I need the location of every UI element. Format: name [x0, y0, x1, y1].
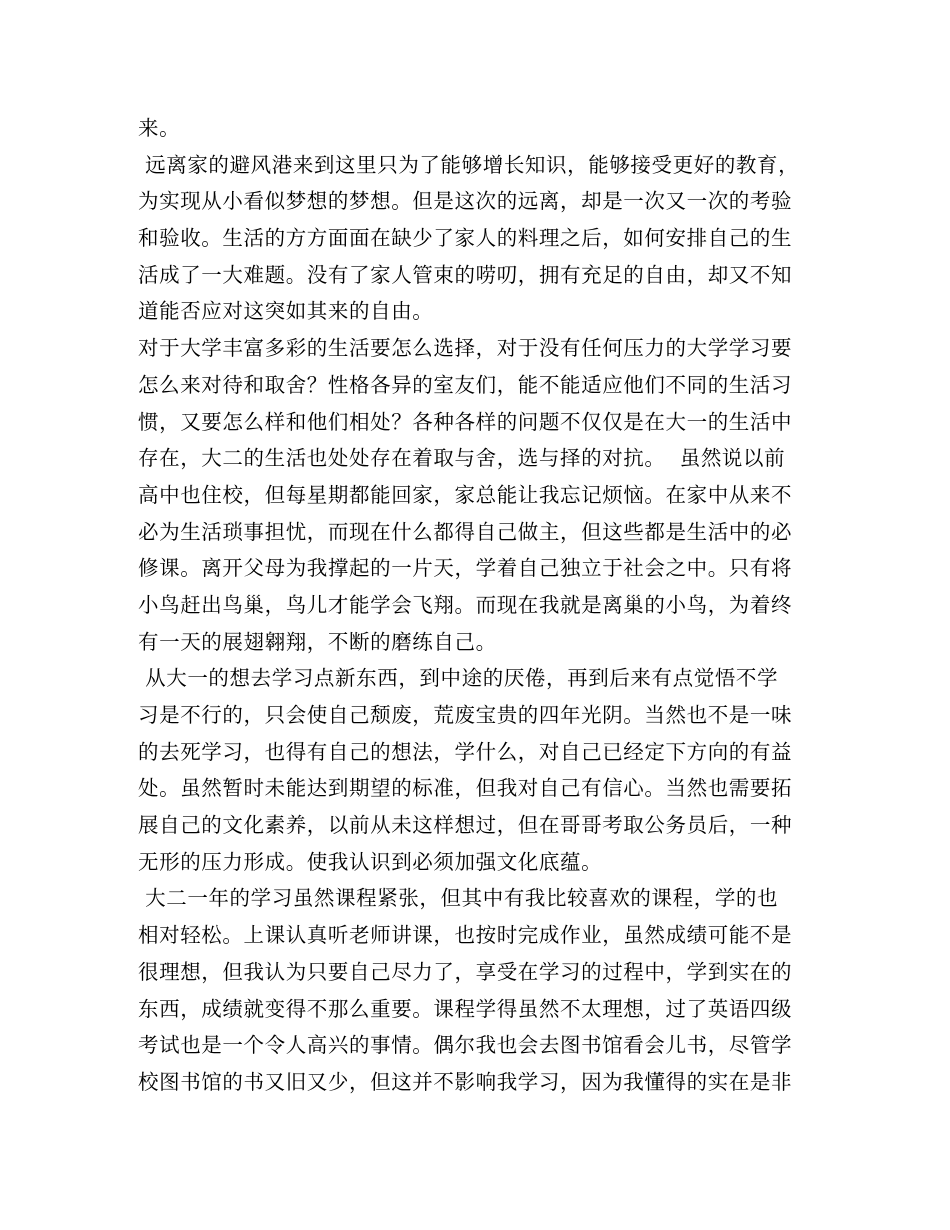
text-line: 东西，成绩就变得不那么重要。课程学得虽然不太理想，过了英语四级	[138, 996, 793, 1021]
text-line: 为实现从小看似梦想的梦想。但是这次的远离，却是一次又一次的考验	[138, 189, 793, 214]
text-line: 相对轻松。上课认真听老师讲课，也按时完成作业，虽然成绩可能不是	[138, 923, 793, 948]
text-line: 惯，又要怎么样和他们相处？各种各样的问题不仅仅是在大一的生活中	[138, 409, 793, 434]
text-line: 大二一年的学习虽然课程紧张，但其中有我比较喜欢的课程，学的也	[138, 886, 779, 911]
text-line: 考试也是一个令人高兴的事情。偶尔我也会去图书馆看会儿书，尽管学	[138, 1033, 793, 1058]
text-line: 处。虽然暂时未能达到期望的标准，但我对自己有信心。当然也需要拓	[138, 776, 793, 801]
text-line: 修课。离开父母为我撑起的一片天，学着自己独立于社会之中。只有将	[138, 556, 793, 581]
text-line: 很理想，但我认为只要自己尽力了，享受在学习的过程中，学到实在的	[138, 959, 793, 984]
text-line: 的去死学习，也得有自己的想法，学什么，对自己已经定下方向的有益	[138, 739, 793, 764]
document-body	[138, 110, 838, 1101]
text-line: 小鸟赶出鸟巢，鸟儿才能学会飞翔。而现在我就是离巢的小鸟，为着终	[138, 592, 793, 617]
text-line: 习是不行的，只会使自己颓废，荒废宝贵的四年光阴。当然也不是一味	[138, 703, 793, 727]
text-line: 校图书馆的书又旧又少，但这并不影响我学习，因为我懂得的实在是非	[138, 1069, 793, 1094]
text-line: 有一天的展翅翱翔，不断的磨练自己。	[138, 629, 497, 654]
text-line: 远离家的避风港来到这里只为了能够增长知识，能够接受更好的教育，	[138, 152, 800, 177]
text-line: 道能否应对这突如其来的自由。	[138, 299, 434, 324]
text-line: 高中也住校，但每星期都能回家，家总能让我忘记烦恼。在家中从来不	[138, 482, 793, 507]
text-line: 活成了一大难题。没有了家人管束的唠叨，拥有充足的自由，却又不知	[138, 262, 793, 287]
text-line: 存在，大二的生活也处处存在着取与舍，选与择的对抗。 虽然说以前	[138, 446, 786, 471]
text-line: 对于大学丰富多彩的生活要怎么选择，对于没有任何压力的大学学习要	[138, 336, 793, 361]
text-line: 和验收。生活的方方面面在缺少了家人的料理之后，如何安排自己的生	[138, 226, 793, 251]
text-line: 无形的压力形成。使我认识到必须加强文化底蕴。	[138, 849, 603, 874]
text-line: 怎么来对待和取舍？性格各异的室友们，能不能适应他们不同的生活习	[138, 372, 793, 397]
text-line: 必为生活琐事担忧，而现在什么都得自己做主，但这些都是生活中的必	[138, 519, 793, 544]
text-line: 展自己的文化素养，以前从未这样想过，但在哥哥考取公务员后，一种	[138, 813, 793, 838]
text-line: 从大一的想去学习点新东西，到中途的厌倦，再到后来有点觉悟不学	[138, 666, 779, 691]
text-line: 来。	[138, 116, 181, 140]
